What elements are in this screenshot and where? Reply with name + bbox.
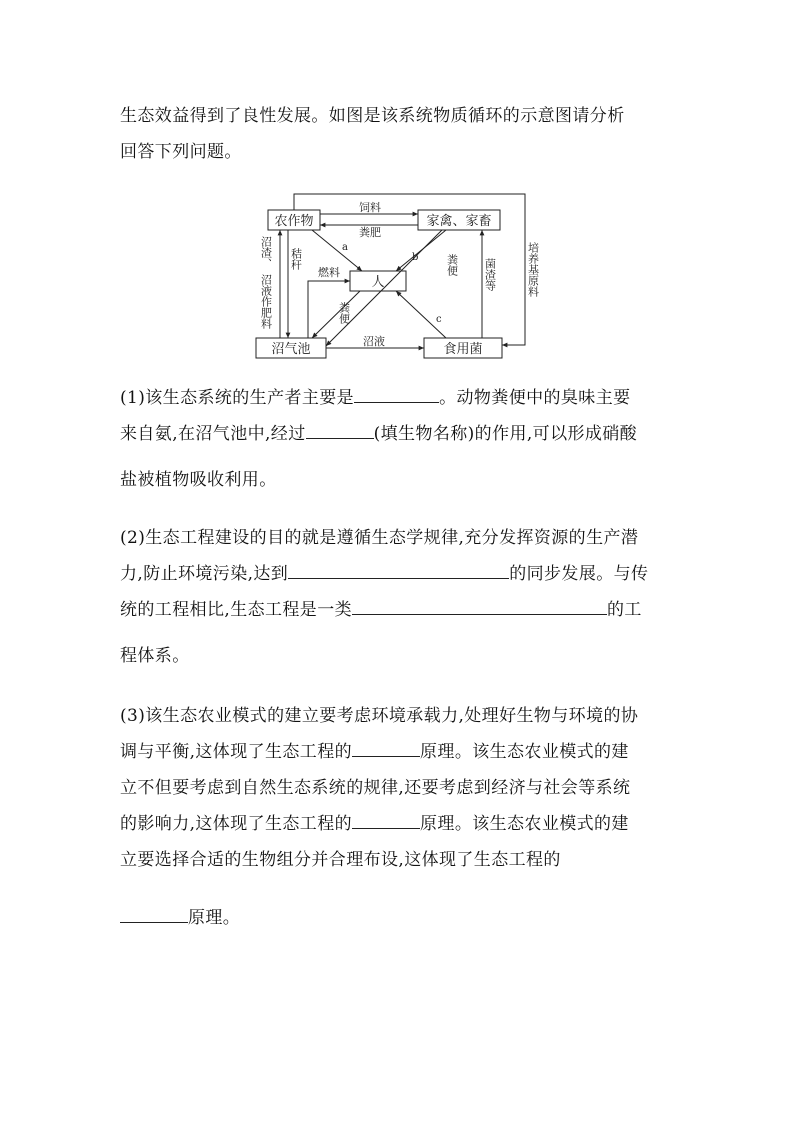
label-feed: 饲料 — [359, 201, 381, 214]
label-straw: 秸秆 — [289, 248, 303, 270]
q2-text-d: 统的工程相比,生态工程是一类 — [120, 600, 353, 620]
q1-text-a: (1)该生态系统的生产者主要是 — [120, 388, 355, 408]
label-feces-mid: 粪便 — [337, 302, 351, 324]
label-fungi-residue: 菌渣等 — [483, 258, 497, 291]
label-culture-material: 培养基原料 — [526, 242, 540, 297]
q3-text-e: 的影响力,这体现了生态工程的 — [120, 814, 353, 834]
q3-text-g: 立要选择合适的生物组分并合理布设,这体现了生态工程的 — [120, 850, 561, 870]
q3-text-a: (3)该生态农业模式的建立要考虑环境承载力,处理好生物与环境的协 — [120, 706, 639, 726]
intro-paragraph — [120, 98, 680, 170]
q3-blank-1[interactable] — [352, 738, 420, 757]
q2-blank-2[interactable] — [352, 596, 607, 615]
label-slurry: 沼液 — [363, 335, 385, 348]
label-fuel: 燃料 — [318, 266, 340, 279]
q2-text-c: 的同步发展。与传 — [509, 564, 649, 584]
node-biogas: 沼气池 — [271, 342, 311, 357]
q1-text-c: 来自氨,在沼气池中,经过 — [120, 424, 306, 444]
q3-text-d: 立不但要考虑到自然生态系统的规律,还要考虑到经济与社会等系统 — [120, 778, 631, 798]
q1-text-e: 盐被植物吸收利用。 — [120, 470, 277, 490]
q2-text-a: (2)生态工程建设的目的就是遵循生态学规律,充分发挥资源的生产潜 — [120, 528, 639, 548]
q1-blank-2[interactable] — [306, 420, 374, 439]
label-feces-right: 粪便 — [445, 254, 459, 276]
label-a: a — [342, 242, 348, 253]
q2-text-e: 的工 — [607, 600, 642, 620]
question-2 — [120, 520, 680, 674]
q2-text-f: 程体系。 — [120, 646, 190, 666]
edge-a — [312, 230, 362, 271]
node-poultry: 家禽、家畜 — [426, 214, 492, 229]
question-3 — [120, 698, 680, 936]
label-residue-fertilizer-1: 沼渣、 — [259, 236, 273, 269]
question-1 — [120, 380, 680, 498]
q1-blank-1[interactable] — [354, 384, 439, 403]
node-human: 人 — [371, 275, 385, 290]
q3-text-b: 调与平衡,这体现了生态工程的 — [120, 742, 353, 762]
q1-text-b: 。动物粪便中的臭味主要 — [439, 388, 631, 408]
edge-feces-mid — [312, 291, 360, 338]
q3-text-h: 原理。 — [188, 908, 241, 928]
label-c: c — [436, 314, 442, 325]
q1-text-d: (填生物名称)的作用,可以形成硝酸 — [373, 424, 638, 444]
q2-blank-1[interactable] — [288, 560, 509, 579]
node-fungi: 食用菌 — [443, 342, 483, 357]
label-residue-fertilizer-2: 沼液作肥料 — [259, 274, 273, 329]
q2-text-b: 力,防止环境污染,达到 — [120, 564, 289, 584]
intro-line-2: 回答下列问题。 — [120, 142, 242, 162]
material-cycle-diagram — [250, 190, 540, 365]
q3-text-c: 原理。该生态农业模式的建 — [420, 742, 629, 762]
q3-text-f: 原理。该生态农业模式的建 — [420, 814, 629, 834]
node-crops: 农作物 — [274, 214, 314, 229]
q3-blank-3[interactable] — [120, 904, 188, 923]
label-manure: 粪肥 — [359, 226, 381, 239]
q3-last-line — [120, 900, 240, 936]
label-b: b — [412, 252, 419, 263]
q3-blank-2[interactable] — [352, 810, 420, 829]
intro-line-1: 生态效益得到了良性发展。如图是该系统物质循环的示意图请分析 — [120, 106, 625, 126]
